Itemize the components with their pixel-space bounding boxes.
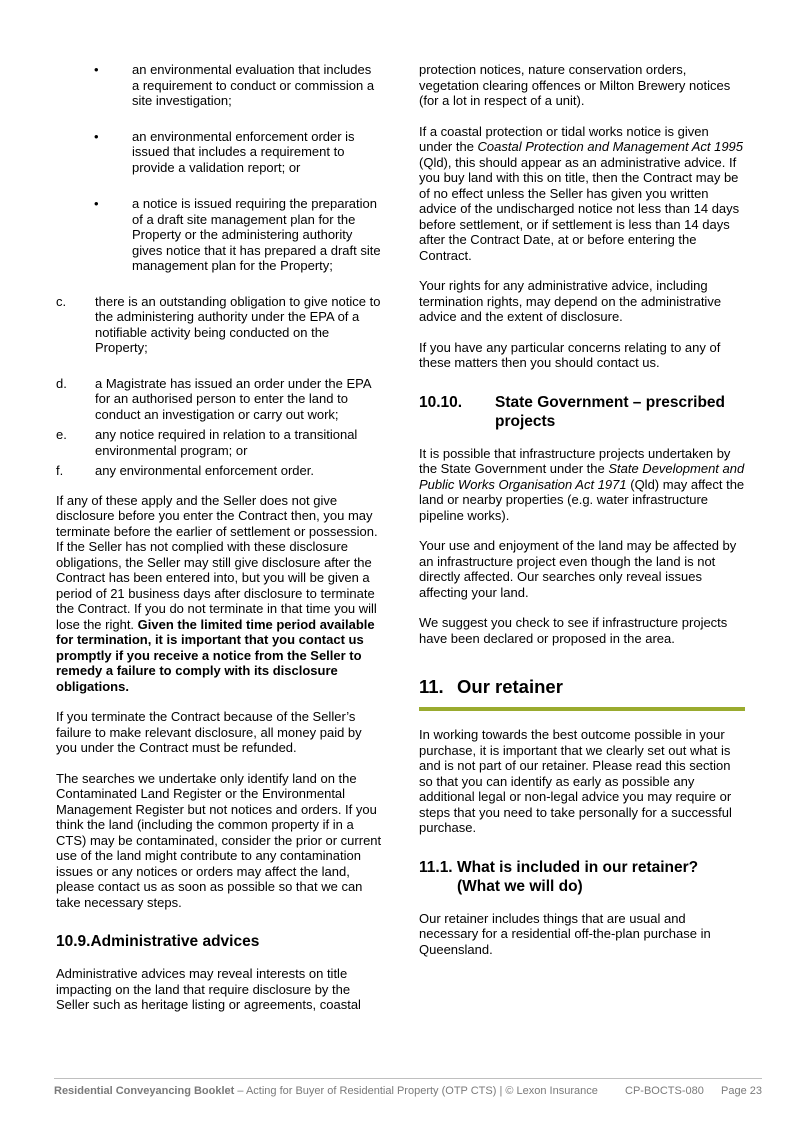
heading-number: 11.1.: [419, 858, 453, 876]
paragraph-text: If any of these apply and the Seller does not give disclosure before you enter the Contract then, you may terminate before the earlier of settlement or possession. If the Seller has not complied with these disclosure obligations, the Seller may still give disclosure after the Contract has been entered into, but you will be given a period of 21 business days after disclosure to terminate the Contract. If you do not terminate in that time you will lose the right.: [56, 492, 378, 632]
bullet-text: an environmental evaluation that includes a requirement to conduct or commission a site investigation;: [132, 62, 375, 108]
heading-text: What is included in our retainer? (What we will do): [457, 858, 699, 895]
list-item-f: [56, 463, 382, 479]
paragraph-searches: The searches we undertake only identify land on the Contaminated Land Register or the Environmental Management Register but not notices and orders. If you think the land (including the common property if in a CTS) may be contaminated, consider the prior or current use of the land might contribute to any contamination issues or any notices or orders may affect the land, please contact us as soon as possible so that we can take necessary steps.: [56, 770, 382, 910]
act-title: Coastal Protection and Management Act 1995: [477, 139, 744, 154]
right-column: [419, 62, 745, 957]
heading-11: [419, 676, 745, 711]
heading-text: Administrative advices: [90, 933, 260, 950]
bullet-item: [56, 129, 382, 176]
paragraph-text: (Qld) may affect the land or nearby properties (e.g. water infrastructure pipeline works).: [419, 476, 745, 523]
paragraph-text: (Qld), this should appear as an administrative advice. If you buy land with this on title, then the Contract may be of no effect unless the Seller has given you written advice of the undischarged notice not less than 14 days before settlement, or if settlement is less than 14 days after the Contract Date, at or before entering the Contract.: [419, 154, 740, 263]
paragraph-concerns: If you have any particular concerns relating to any of these matters then you should contact us.: [419, 339, 721, 370]
list-item-d: [56, 376, 382, 423]
paragraph-coastal-notice: [419, 124, 745, 264]
heading-10-9: [56, 932, 382, 951]
paragraph-admin-advices: Administrative advices may reveal interests on title impacting on the land that require disclosure by the Seller such as heritage listing or agreements, coastal: [56, 966, 361, 1012]
list-text: any environmental enforcement order.: [95, 463, 314, 478]
list-label: d.: [56, 375, 67, 391]
page-footer: [54, 1078, 762, 1097]
paragraph-text: If a coastal protection or tidal works notice is given under the: [419, 123, 709, 154]
list-label: f.: [56, 463, 64, 478]
paragraph-infrastructure: [419, 446, 745, 524]
left-column: [56, 62, 382, 1013]
paragraph-enjoyment: Your use and enjoyment of the land may be affected by an infrastructure project even though the land is not directly affected. Our searches only reveal issues affecting your land.: [419, 538, 737, 600]
list-item-e: [56, 427, 382, 458]
paragraph-termination: [56, 493, 382, 695]
list-label: e.: [56, 427, 67, 442]
footer-code: CP-BOCTS-080: [625, 1085, 704, 1097]
list-text: there is an outstanding obligation to give notice to the administering authority under the EPA of a notifiable activity being conducted on the Property;: [95, 293, 381, 355]
footer-title: [54, 1085, 625, 1097]
bullet-item: [56, 62, 382, 109]
list-text: a Magistrate has issued an order under the EPA for an authorised person to enter the land to conduct an investigation or carry out work;: [95, 375, 371, 422]
footer-title-rest: – Acting for Buyer of Residential Property (OTP CTS) | © Lexon Insurance: [234, 1085, 598, 1097]
heading-11-1: [419, 858, 745, 896]
paragraph-rights: Your rights for any administrative advice, including termination rights, may depend on the administrative advice and the extent of disclosure.: [419, 278, 722, 324]
act-title: State Development and Public Works Organisation Act 1971: [419, 461, 745, 492]
paragraph-text: It is possible that infrastructure projects undertaken by the State Government under the: [419, 445, 731, 476]
paragraph-included: Our retainer includes things that are usual and necessary for a residential off-the-plan purchase in Queensland.: [419, 910, 711, 957]
heading-number: 10.10.: [419, 393, 463, 411]
paragraph-suggest: We suggest you check to see if infrastructure projects have been declared or proposed in the area.: [419, 615, 728, 646]
bullet-mark: •: [94, 128, 99, 144]
heading-text: Our retainer: [457, 676, 563, 697]
footer-title-bold: Residential Conveyancing Booklet: [54, 1085, 235, 1097]
heading-10-10: [419, 393, 745, 431]
bullet-mark: •: [94, 62, 99, 77]
heading-number: 11.: [419, 676, 444, 697]
page-number: Page 23: [721, 1085, 762, 1097]
list-item-c: [56, 294, 382, 356]
heading-number: 10.9.: [56, 933, 91, 950]
list-text: any notice required in relation to a transitional environmental program; or: [95, 427, 358, 458]
bullet-text: an environmental enforcement order is issued that includes a requirement to provide a validation report; or: [132, 128, 355, 175]
heading-text: State Government – prescribed projects: [495, 393, 725, 430]
paragraph-bold-text: Given the limited time period available for termination, it is important that you contact us promptly if you receive a notice from the Seller to remedy a failure to comply with its disclosure obligations.: [56, 616, 375, 694]
bullet-mark: •: [94, 196, 99, 211]
bullet-text: a notice is issued requiring the preparation of a draft site management plan for the Property or the administering authority gives notice that it has prepared a draft site management plan for the Property;: [132, 196, 381, 273]
paragraph-refund: If you terminate the Contract because of the Seller’s failure to make relevant disclosure, all money paid by you under the Contract must be refunded.: [56, 709, 362, 755]
bullet-item: [56, 196, 382, 274]
list-label: c.: [56, 293, 67, 309]
paragraph-protection-notices: protection notices, nature conservation orders, vegetation clearing offences or Milton Brewery notices (for a lot in respect of a unit).: [419, 62, 731, 108]
paragraph-retainer: In working towards the best outcome possible in your purchase, it is important that we clearly set out what is and is not part of our retainer. Please read this section so that you can identify as early as possible any additional legal or non-legal advice you may require or steps that you need to take personally for a successful purchase.: [419, 727, 732, 835]
